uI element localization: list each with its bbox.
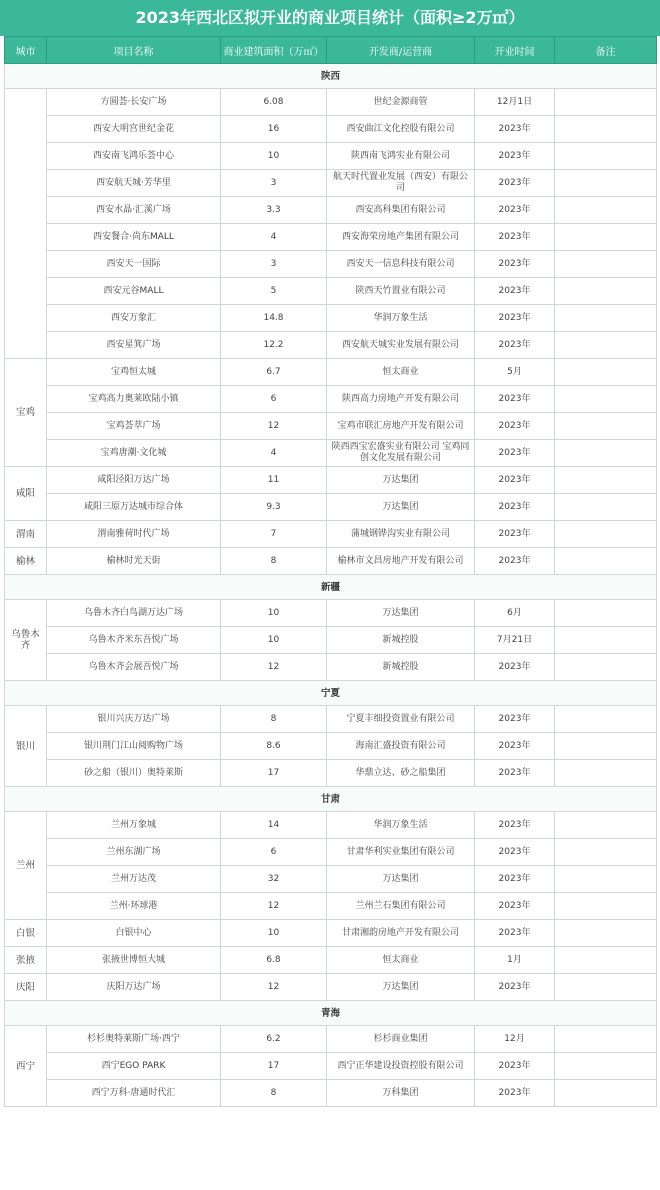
open-time-cell: 2023年 xyxy=(475,760,555,787)
area-cell: 11 xyxy=(221,467,327,494)
area-cell: 9.3 xyxy=(221,494,327,521)
developer-cell: 宁夏丰细投资置业有限公司 xyxy=(327,706,475,733)
project-name-cell: 咸阳泾阳万达广场 xyxy=(47,467,221,494)
open-time-cell: 2023年 xyxy=(475,170,555,197)
open-time-cell: 2023年 xyxy=(475,920,555,947)
developer-cell: 陕西西宝宏盛实业有限公司 宝鸡同创文化发展有限公司 xyxy=(327,440,475,467)
province-name: 青海 xyxy=(5,1001,657,1026)
header-city: 城市 xyxy=(5,37,47,64)
open-time-cell: 2023年 xyxy=(475,440,555,467)
open-time-cell: 2023年 xyxy=(475,812,555,839)
open-time-cell: 2023年 xyxy=(475,1053,555,1080)
table-row xyxy=(5,494,657,521)
table-row xyxy=(5,893,657,920)
table-row xyxy=(5,947,657,974)
remarks-cell xyxy=(555,974,657,1001)
table-row xyxy=(5,1080,657,1107)
city-cell: 兰州 xyxy=(5,812,47,920)
project-name-cell: 咸阳三原万达城市综合体 xyxy=(47,494,221,521)
project-name-cell: 白银中心 xyxy=(47,920,221,947)
city-cell: 张掖 xyxy=(5,947,47,974)
developer-cell: 西安天一信息科技有限公司 xyxy=(327,251,475,278)
remarks-cell xyxy=(555,251,657,278)
city-cell: 咸阳 xyxy=(5,467,47,521)
developer-cell: 榆林市文昌房地产开发有限公司 xyxy=(327,548,475,575)
developer-cell: 陕西南飞鸿实业有限公司 xyxy=(327,143,475,170)
open-time-cell: 2023年 xyxy=(475,332,555,359)
developer-cell: 西安航天城实业发展有限公司 xyxy=(327,332,475,359)
developer-cell: 航天时代置业发展（西安）有限公司 xyxy=(327,170,475,197)
developer-cell: 杉杉商业集团 xyxy=(327,1026,475,1053)
project-name-cell: 西安航天城·芳华里 xyxy=(47,170,221,197)
remarks-cell xyxy=(555,627,657,654)
remarks-cell xyxy=(555,1026,657,1053)
table-row xyxy=(5,89,657,116)
open-time-cell: 5月 xyxy=(475,359,555,386)
project-name-cell: 西宁EGO PARK xyxy=(47,1053,221,1080)
table-row xyxy=(5,224,657,251)
open-time-cell: 2023年 xyxy=(475,494,555,521)
remarks-cell xyxy=(555,760,657,787)
developer-cell: 恒太商业 xyxy=(327,947,475,974)
remarks-cell xyxy=(555,89,657,116)
table-row xyxy=(5,866,657,893)
area-cell: 10 xyxy=(221,627,327,654)
open-time-cell: 1月 xyxy=(475,947,555,974)
developer-cell: 万达集团 xyxy=(327,600,475,627)
city-cell: 榆林 xyxy=(5,548,47,575)
province-row xyxy=(5,787,657,812)
table-row xyxy=(5,706,657,733)
open-time-cell: 2023年 xyxy=(475,521,555,548)
table-row xyxy=(5,521,657,548)
table-row xyxy=(5,359,657,386)
area-cell: 14.8 xyxy=(221,305,327,332)
area-cell: 8 xyxy=(221,548,327,575)
remarks-cell xyxy=(555,359,657,386)
header-open-time: 开业时间 xyxy=(475,37,555,64)
table-row xyxy=(5,251,657,278)
header-row xyxy=(5,37,657,64)
area-cell: 6 xyxy=(221,386,327,413)
area-cell: 12.2 xyxy=(221,332,327,359)
area-cell: 3 xyxy=(221,251,327,278)
developer-cell: 宝鸡市联汇房地产开发有限公司 xyxy=(327,413,475,440)
open-time-cell: 2023年 xyxy=(475,974,555,1001)
area-cell: 17 xyxy=(221,1053,327,1080)
remarks-cell xyxy=(555,893,657,920)
area-cell: 4 xyxy=(221,440,327,467)
table-row xyxy=(5,305,657,332)
developer-cell: 甘肃华利实业集团有限公司 xyxy=(327,839,475,866)
area-cell: 6.08 xyxy=(221,89,327,116)
table-row xyxy=(5,600,657,627)
project-name-cell: 乌鲁木齐米东吾悦广场 xyxy=(47,627,221,654)
remarks-cell xyxy=(555,1053,657,1080)
project-name-cell: 兰州万象城 xyxy=(47,812,221,839)
developer-cell: 海南汇盛投资有限公司 xyxy=(327,733,475,760)
remarks-cell xyxy=(555,866,657,893)
open-time-cell: 2023年 xyxy=(475,278,555,305)
developer-cell: 新城控股 xyxy=(327,654,475,681)
remarks-cell xyxy=(555,332,657,359)
open-time-cell: 2023年 xyxy=(475,467,555,494)
developer-cell: 蒲城钢铧沟实业有限公司 xyxy=(327,521,475,548)
remarks-cell xyxy=(555,812,657,839)
area-cell: 5 xyxy=(221,278,327,305)
remarks-cell xyxy=(555,733,657,760)
city-cell: 渭南 xyxy=(5,521,47,548)
project-name-cell: 宝鸡恒太城 xyxy=(47,359,221,386)
developer-cell: 新城控股 xyxy=(327,627,475,654)
table-row xyxy=(5,116,657,143)
remarks-cell xyxy=(555,839,657,866)
province-name: 陕西 xyxy=(5,64,657,89)
city-cell: 庆阳 xyxy=(5,974,47,1001)
table-row xyxy=(5,440,657,467)
remarks-cell xyxy=(555,467,657,494)
remarks-cell xyxy=(555,920,657,947)
remarks-cell xyxy=(555,413,657,440)
project-name-cell: 宝鸡荟萃广场 xyxy=(47,413,221,440)
open-time-cell: 2023年 xyxy=(475,733,555,760)
table-row xyxy=(5,197,657,224)
remarks-cell xyxy=(555,947,657,974)
developer-cell: 万科集团 xyxy=(327,1080,475,1107)
developer-cell: 西安海荣房地产集团有限公司 xyxy=(327,224,475,251)
area-cell: 12 xyxy=(221,974,327,1001)
area-cell: 32 xyxy=(221,866,327,893)
developer-cell: 华润万象生活 xyxy=(327,812,475,839)
table-row xyxy=(5,920,657,947)
project-name-cell: 榆林时光天街 xyxy=(47,548,221,575)
open-time-cell: 12月 xyxy=(475,1026,555,1053)
table-row xyxy=(5,170,657,197)
project-name-cell: 西安大明宫世纪金花 xyxy=(47,116,221,143)
remarks-cell xyxy=(555,224,657,251)
open-time-cell: 2023年 xyxy=(475,839,555,866)
area-cell: 8 xyxy=(221,1080,327,1107)
table-row xyxy=(5,278,657,305)
city-cell: 白银 xyxy=(5,920,47,947)
open-time-cell: 2023年 xyxy=(475,251,555,278)
developer-cell: 华润万象生活 xyxy=(327,305,475,332)
province-row xyxy=(5,575,657,600)
open-time-cell: 2023年 xyxy=(475,866,555,893)
open-time-cell: 2023年 xyxy=(475,413,555,440)
developer-cell: 西宁正华建设投资控股有限公司 xyxy=(327,1053,475,1080)
table-row xyxy=(5,143,657,170)
header-project-name: 项目名称 xyxy=(47,37,221,64)
project-name-cell: 张掖世博恒大城 xyxy=(47,947,221,974)
remarks-cell xyxy=(555,1080,657,1107)
province-name: 甘肃 xyxy=(5,787,657,812)
open-time-cell: 2023年 xyxy=(475,893,555,920)
developer-cell: 西安高科集团有限公司 xyxy=(327,197,475,224)
developer-cell: 恒太商业 xyxy=(327,359,475,386)
header-area: 商业建筑面积（万㎡） xyxy=(221,37,327,64)
remarks-cell xyxy=(555,386,657,413)
remarks-cell xyxy=(555,494,657,521)
remarks-cell xyxy=(555,278,657,305)
open-time-cell: 2023年 xyxy=(475,197,555,224)
table-row xyxy=(5,760,657,787)
remarks-cell xyxy=(555,116,657,143)
city-cell: 乌鲁木齐 xyxy=(5,600,47,681)
developer-cell: 世纪金源商管 xyxy=(327,89,475,116)
province-name: 新疆 xyxy=(5,575,657,600)
area-cell: 6.7 xyxy=(221,359,327,386)
area-cell: 3.3 xyxy=(221,197,327,224)
open-time-cell: 2023年 xyxy=(475,116,555,143)
project-name-cell: 西安元谷MALL xyxy=(47,278,221,305)
area-cell: 8.6 xyxy=(221,733,327,760)
project-name-cell: 庆阳万达广场 xyxy=(47,974,221,1001)
developer-cell: 万达集团 xyxy=(327,467,475,494)
area-cell: 10 xyxy=(221,600,327,627)
table-row xyxy=(5,413,657,440)
project-name-cell: 西安星箕广场 xyxy=(47,332,221,359)
project-name-cell: 兰州东湖广场 xyxy=(47,839,221,866)
city-cell: 银川 xyxy=(5,706,47,787)
project-name-cell: 西安水晶·汇溪广场 xyxy=(47,197,221,224)
table-row xyxy=(5,386,657,413)
open-time-cell: 7月21日 xyxy=(475,627,555,654)
developer-cell: 陕西高力房地产开发有限公司 xyxy=(327,386,475,413)
project-name-cell: 西安万象汇 xyxy=(47,305,221,332)
area-cell: 7 xyxy=(221,521,327,548)
remarks-cell xyxy=(555,548,657,575)
area-cell: 16 xyxy=(221,116,327,143)
open-time-cell: 2023年 xyxy=(475,305,555,332)
remarks-cell xyxy=(555,170,657,197)
project-name-cell: 银川荆门江山阅购物广场 xyxy=(47,733,221,760)
area-cell: 6.8 xyxy=(221,947,327,974)
remarks-cell xyxy=(555,197,657,224)
remarks-cell xyxy=(555,440,657,467)
city-cell: 西宁 xyxy=(5,1026,47,1107)
table-row xyxy=(5,548,657,575)
project-name-cell: 宝鸡高力奥莱欧陆小镇 xyxy=(47,386,221,413)
table-row xyxy=(5,839,657,866)
remarks-cell xyxy=(555,305,657,332)
developer-cell: 西安曲江文化控股有限公司 xyxy=(327,116,475,143)
remarks-cell xyxy=(555,143,657,170)
project-name-cell: 西安餐合·尚东MALL xyxy=(47,224,221,251)
header-remarks: 备注 xyxy=(555,37,657,64)
area-cell: 12 xyxy=(221,893,327,920)
area-cell: 8 xyxy=(221,706,327,733)
table-title: 2023年西北区拟开业的商业项目统计（面积≥2万㎡） xyxy=(0,0,660,36)
open-time-cell: 2023年 xyxy=(475,224,555,251)
open-time-cell: 2023年 xyxy=(475,386,555,413)
open-time-cell: 2023年 xyxy=(475,548,555,575)
open-time-cell: 2023年 xyxy=(475,654,555,681)
developer-cell: 万达集团 xyxy=(327,494,475,521)
header-developer: 开发商/运营商 xyxy=(327,37,475,64)
project-name-cell: 方圆荟·长安广场 xyxy=(47,89,221,116)
province-row xyxy=(5,681,657,706)
remarks-cell xyxy=(555,654,657,681)
table-row xyxy=(5,627,657,654)
project-name-cell: 渭南雅荷时代广场 xyxy=(47,521,221,548)
table-row xyxy=(5,812,657,839)
table-row xyxy=(5,1026,657,1053)
area-cell: 3 xyxy=(221,170,327,197)
table-row xyxy=(5,467,657,494)
open-time-cell: 2023年 xyxy=(475,1080,555,1107)
table-row xyxy=(5,974,657,1001)
developer-cell: 陕西天竹置业有限公司 xyxy=(327,278,475,305)
project-name-cell: 宝鸡唐潮·文化城 xyxy=(47,440,221,467)
remarks-cell xyxy=(555,600,657,627)
table-row xyxy=(5,733,657,760)
area-cell: 6 xyxy=(221,839,327,866)
project-name-cell: 兰州万达茂 xyxy=(47,866,221,893)
area-cell: 12 xyxy=(221,654,327,681)
developer-cell: 万达集团 xyxy=(327,974,475,1001)
open-time-cell: 2023年 xyxy=(475,143,555,170)
project-name-cell: 银川兴庆万达广场 xyxy=(47,706,221,733)
project-name-cell: 西安天一国际 xyxy=(47,251,221,278)
open-time-cell: 6月 xyxy=(475,600,555,627)
area-cell: 4 xyxy=(221,224,327,251)
province-name: 宁夏 xyxy=(5,681,657,706)
developer-cell: 甘肃湘韵房地产开发有限公司 xyxy=(327,920,475,947)
table-row xyxy=(5,1053,657,1080)
developer-cell: 华鼎立达、砂之船集团 xyxy=(327,760,475,787)
project-name-cell: 乌鲁木齐白鸟湖万达广场 xyxy=(47,600,221,627)
city-cell xyxy=(5,89,47,359)
project-name-cell: 西安南飞鸿乐荟中心 xyxy=(47,143,221,170)
project-name-cell: 乌鲁木齐会展吾悦广场 xyxy=(47,654,221,681)
table-row xyxy=(5,654,657,681)
project-name-cell: 西宁万科·唐通时代汇 xyxy=(47,1080,221,1107)
project-name-cell: 杉杉奥特莱斯广场·西宁 xyxy=(47,1026,221,1053)
area-cell: 10 xyxy=(221,143,327,170)
open-time-cell: 12月1日 xyxy=(475,89,555,116)
project-name-cell: 砂之船（银川）奥特莱斯 xyxy=(47,760,221,787)
project-table xyxy=(4,36,657,1107)
area-cell: 14 xyxy=(221,812,327,839)
area-cell: 17 xyxy=(221,760,327,787)
open-time-cell: 2023年 xyxy=(475,706,555,733)
province-row xyxy=(5,64,657,89)
remarks-cell xyxy=(555,706,657,733)
developer-cell: 兰州兰石集团有限公司 xyxy=(327,893,475,920)
area-cell: 10 xyxy=(221,920,327,947)
area-cell: 12 xyxy=(221,413,327,440)
province-row xyxy=(5,1001,657,1026)
project-name-cell: 兰州·环球港 xyxy=(47,893,221,920)
developer-cell: 万达集团 xyxy=(327,866,475,893)
table-row xyxy=(5,332,657,359)
remarks-cell xyxy=(555,521,657,548)
area-cell: 6.2 xyxy=(221,1026,327,1053)
city-cell: 宝鸡 xyxy=(5,359,47,467)
